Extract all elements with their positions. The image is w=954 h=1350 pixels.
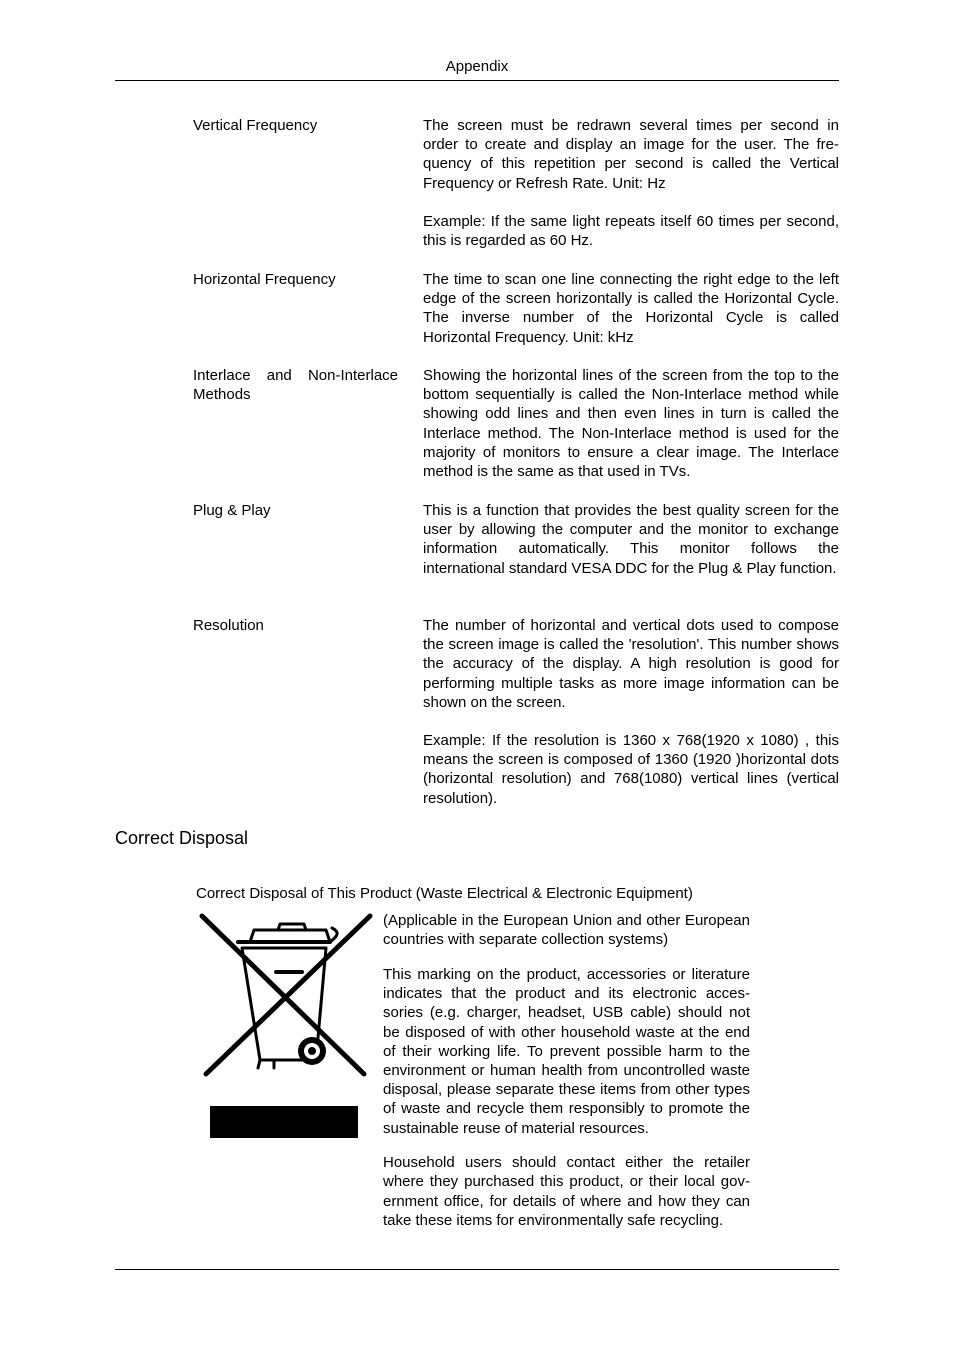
desc-vertical-frequency — [423, 116, 839, 269]
disposal-text — [383, 911, 750, 1246]
desc-paragraph: The screen must be redrawn several times per second in order to create and display an image for the user. The frequency of this repetition per second is called the Vertical Frequency or Refresh Rate. Unit: Hz — [423, 117, 839, 192]
desc-paragraph: Showing the horizontal lines of the screen from the top to the bottom sequentially is called the Non-Interlace method while showing odd lines and then even lines in turn is called the Interlace method. The Non-Interlace method is used for the majority of monitors to ensure a clear image. The Interlace method is the same as that used in TVs. — [423, 367, 839, 481]
disposal-paragraph: (Applicable in the European Union and other European countries with separate collection systems) — [383, 912, 750, 949]
desc-paragraph: The number of horizontal and vertical dots used to compose the screen image is called the 'resolution'. This number shows the accuracy of the display. A high resolution is good for performing multiple tasks as more image information can be shown on the screen. — [423, 617, 839, 711]
desc-resolution — [423, 616, 839, 827]
desc-interlace-methods — [423, 366, 839, 500]
section-heading-correct-disposal: Correct Disposal — [115, 828, 249, 848]
term-plug-and-play: Plug & Play — [193, 502, 271, 519]
term-resolution: Resolution — [193, 617, 264, 634]
footer-rule — [115, 1269, 839, 1270]
term-vertical-frequency: Vertical Frequency — [193, 117, 318, 134]
desc-paragraph: Example: If the resolution is 1360 x 768(1920 x 1080) , this means the screen is composed of 1360 (1920 )horizontal dots (horizontal resolution) and 768(1080) vertical lines (vertical resolution). — [423, 732, 839, 807]
weee-black-bar — [210, 1106, 358, 1138]
disposal-paragraph: Household users should contact either the retailer where they purchased this product, or their local government office, for details of where and how they can take these items for environmentally safe recycling. — [383, 1154, 750, 1229]
disposal-paragraph: This marking on the product, accessories or literature indicates that the product and its electronic accessories (e.g. charger, headset, USB cable) should not be disposed of with other household waste at the end of their working life. To prevent possible harm to the environment or human health from uncontrolled waste disposal, please separate these items from other types of waste and recycle them responsibly to promote the sustainable reuse of material resources. — [383, 965, 750, 1137]
header-rule — [115, 80, 839, 81]
desc-paragraph: This is a function that provides the best quality screen for the user by allowing the computer and the monitor to exchange information automatically. This monitor follows the international standard VESA DDC for the Plug & Play function. — [423, 502, 839, 577]
desc-paragraph: Example: If the same light repeats itself 60 times per second, this is regarded as 60 Hz. — [423, 212, 839, 250]
desc-paragraph: The time to scan one line connecting the right edge to the left edge of the screen horizontally is called the Horizontal Cycle. The inverse number of the Horizontal Cycle is called Horizontal Frequency. Unit: kHz — [423, 271, 839, 346]
term-interlace-methods: Interlace and Non-Interlace Methods — [193, 367, 398, 404]
crossed-out-wheelie-bin-icon — [198, 910, 374, 1142]
page-header-title: Appendix — [445, 58, 509, 75]
desc-horizontal-frequency — [423, 270, 839, 366]
disposal-subheading: Correct Disposal of This Product (Waste Electrical & Electronic Equipment) — [196, 885, 693, 902]
term-horizontal-frequency: Horizontal Frequency — [193, 271, 336, 288]
desc-plug-and-play — [423, 501, 839, 597]
